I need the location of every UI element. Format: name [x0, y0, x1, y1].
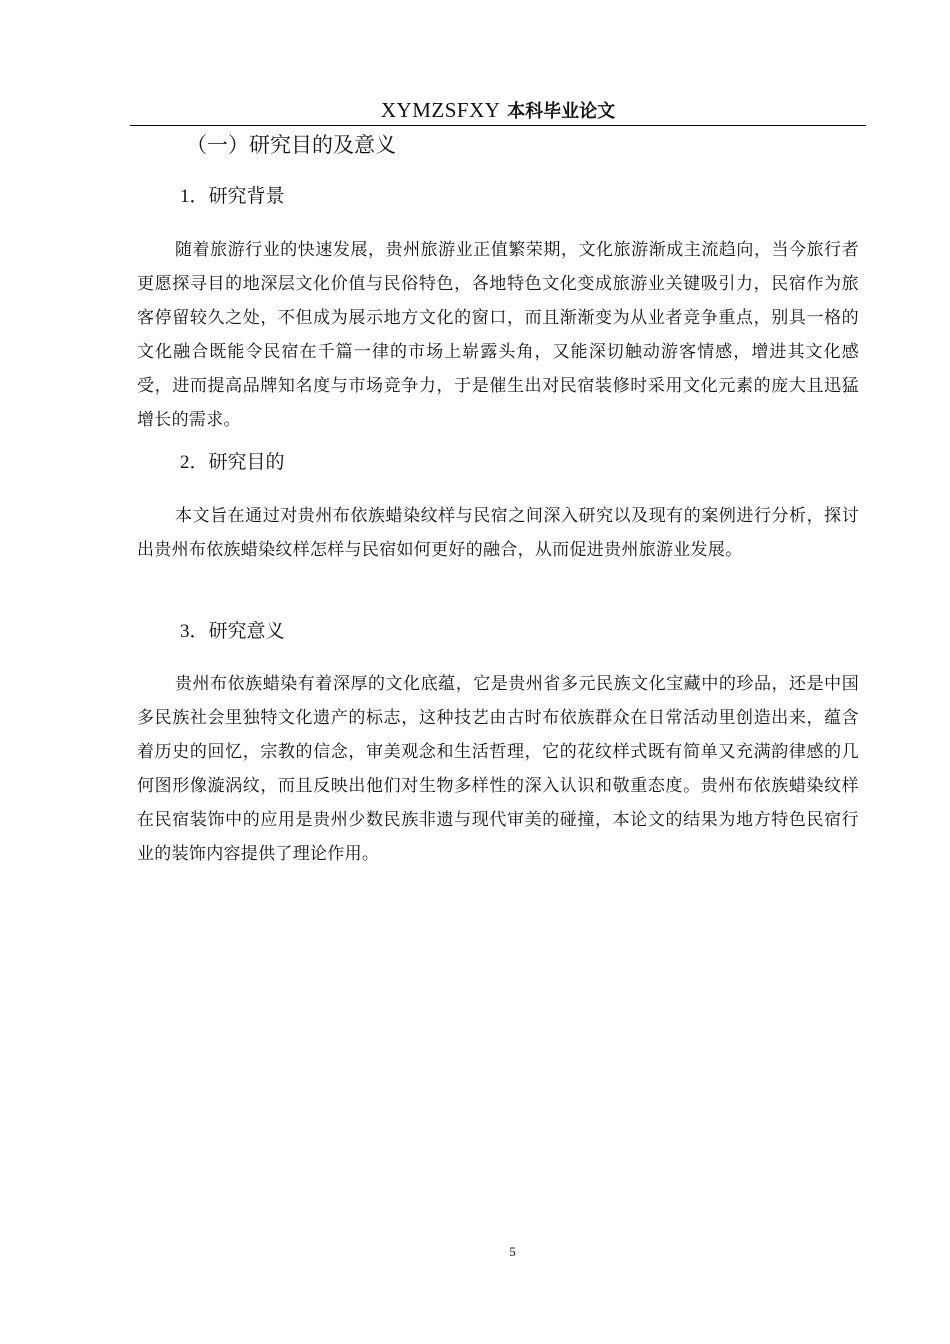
subsection-title: 研究意义	[208, 620, 285, 642]
header-title: 本科毕业论文	[507, 101, 616, 122]
page-number: 5	[509, 1244, 516, 1259]
subsection-number: 3．	[180, 621, 209, 642]
subsection-heading-2	[180, 449, 285, 476]
running-header	[130, 96, 866, 124]
subsection-title: 研究背景	[208, 185, 285, 207]
subsection-heading-1	[180, 183, 285, 210]
header-latin: XYMZSFXY	[380, 98, 501, 122]
subsection-title: 研究目的	[208, 451, 285, 473]
section-title: （一）研究目的及意义	[186, 133, 396, 157]
paragraph-background: 随着旅游行业的快速发展，贵州旅游业正值繁荣期，文化旅游渐成主流趋向，当今旅行者更愿探寻目的地深层文化价值与民俗特色，各地特色文化变成旅游业关键吸引力，民宿作为旅客停留较久之处，不但成为展示地方文化的窗口，而且渐渐变为从业者竞争重点，别具一格的文化融合既能令民宿在千篇一律的市场上崭露头角，又能深切触动游客情感，增进其文化感受，进而提高品牌知名度与市场竞争力，于是催生出对民宿装修时采用文化元素的庞大且迅猛增长的需求。	[137, 240, 859, 430]
paragraph-significance: 贵州布依族蜡染有着深厚的文化底蕴，它是贵州省多元民族文化宝藏中的珍品，还是中国多民族社会里独特文化遗产的标志，这种技艺由古时布依族群众在日常活动里创造出来，蕴含着历史的回忆，宗教的信念，审美观念和生活哲理，它的花纹样式既有简单又充满韵律感的几何图形像漩涡纹，而且反映出他们对生物多样性的深入认识和敬重态度。贵州布依族蜡染纹样在民宿装饰中的应用是贵州少数民族非遗与现代审美的碰撞，本论文的结果为地方特色民宿行业的装饰内容提供了理论作用。	[137, 674, 859, 864]
subsection-number: 1．	[180, 186, 209, 207]
subsection-heading-3	[180, 618, 285, 645]
subsection-number: 2．	[180, 452, 209, 473]
header-rule	[130, 125, 866, 126]
paragraph-purpose: 本文旨在通过对贵州布依族蜡染纹样与民宿之间深入研究以及现有的案例进行分析，探讨出贵州布依族蜡染纹样怎样与民宿如何更好的融合，从而促进贵州旅游业发展。	[137, 506, 859, 560]
